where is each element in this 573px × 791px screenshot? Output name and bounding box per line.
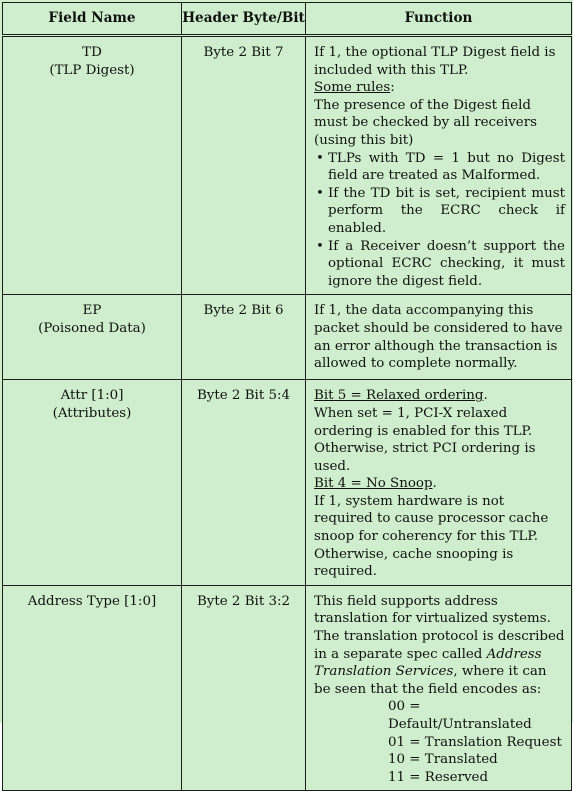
encoding-item: 01 = Translation Request [388, 734, 562, 750]
bit4-period: . [432, 476, 437, 492]
field-name-cell [3, 380, 182, 586]
table-row [3, 380, 572, 586]
bit4-heading-line [314, 475, 565, 493]
header-row [3, 3, 572, 36]
encoding-item: 00 = Default/Untranslated [388, 699, 532, 732]
encoding-item: 11 = Reserved [388, 769, 489, 785]
field-name-cell [3, 295, 182, 380]
function-cell [306, 36, 572, 295]
rules-text: The presence of the Digest field must be checked by all receivers (using this bit) [314, 97, 537, 148]
field-name: Address Type [1:0] [27, 593, 157, 609]
field-name: TD [82, 45, 102, 60]
rules-list [314, 150, 565, 291]
field-name-cell [3, 36, 182, 295]
header-function: Function [306, 3, 572, 36]
byte-bit-cell: Byte 2 Bit 5:4 [182, 380, 306, 586]
list-item: • If a Receiver doesn’t support the optional ECRC checking, it must ignore the digest field. [314, 238, 565, 291]
table-row [3, 295, 572, 380]
function-cell [306, 295, 572, 380]
bit5-heading: Bit 5 = Relaxed ordering [314, 388, 484, 404]
bit4-heading: Bit 4 = No Snoop [314, 476, 433, 492]
function-cell [306, 380, 572, 586]
address-type-description [314, 593, 565, 699]
table-row [3, 585, 572, 791]
function-intro: If 1, the optional TLP Digest field is included with this TLP. [314, 45, 556, 78]
table-row [3, 36, 572, 295]
spec-title: Address Translation Services [314, 646, 542, 680]
encoding-item: 10 = Translated [388, 752, 498, 768]
byte-bit-cell: Byte 2 Bit 7 [182, 36, 306, 295]
description-text-end: , where it can be seen that the field encodes as: [314, 664, 547, 697]
bit5-text: When set = 1, PCI-X relaxed ordering is enabled for this TLP. Otherwise, strict PCI ordering is used. [314, 405, 536, 474]
description-text: This field supports address translation for virtualized systems. The translation protocol is described in a separate spec called [314, 593, 565, 662]
field-subname: (Attributes) [52, 405, 132, 421]
rules-colon: : [390, 80, 395, 96]
field-name-cell [3, 585, 182, 791]
header-byte-bit: Header Byte/Bit [182, 3, 306, 36]
rules-heading: Some rules [314, 80, 391, 96]
bit5-period: . [483, 388, 488, 404]
byte-bit-cell: Byte 2 Bit 6 [182, 295, 306, 380]
tlp-header-fields-table [2, 2, 572, 791]
function-text: If 1, the data accompanying this packet should be considered to have an error although the transaction is allowed to complete normally. [314, 303, 563, 372]
header-field-name: Field Name [3, 3, 182, 36]
field-name: Attr [1:0] [60, 388, 124, 404]
bit5-heading-line [314, 387, 565, 405]
list-item: • If the TD bit is set, recipient must perform the ECRC check if enabled. [314, 185, 565, 238]
field-subname: (Poisoned Data) [38, 320, 146, 336]
rules-heading-line [314, 79, 565, 97]
field-subname: (TLP Digest) [49, 62, 135, 78]
list-item: • TLPs with TD = 1 but no Digest field are treated as Malformed. [314, 150, 565, 185]
field-name: EP [82, 303, 102, 319]
byte-bit-cell: Byte 2 Bit 3:2 [182, 585, 306, 791]
function-cell [306, 585, 572, 791]
bit4-text: If 1, system hardware is not required to cause processor cache snoop for coherency for this TLP. Otherwise, cache snooping is required. [314, 493, 549, 580]
